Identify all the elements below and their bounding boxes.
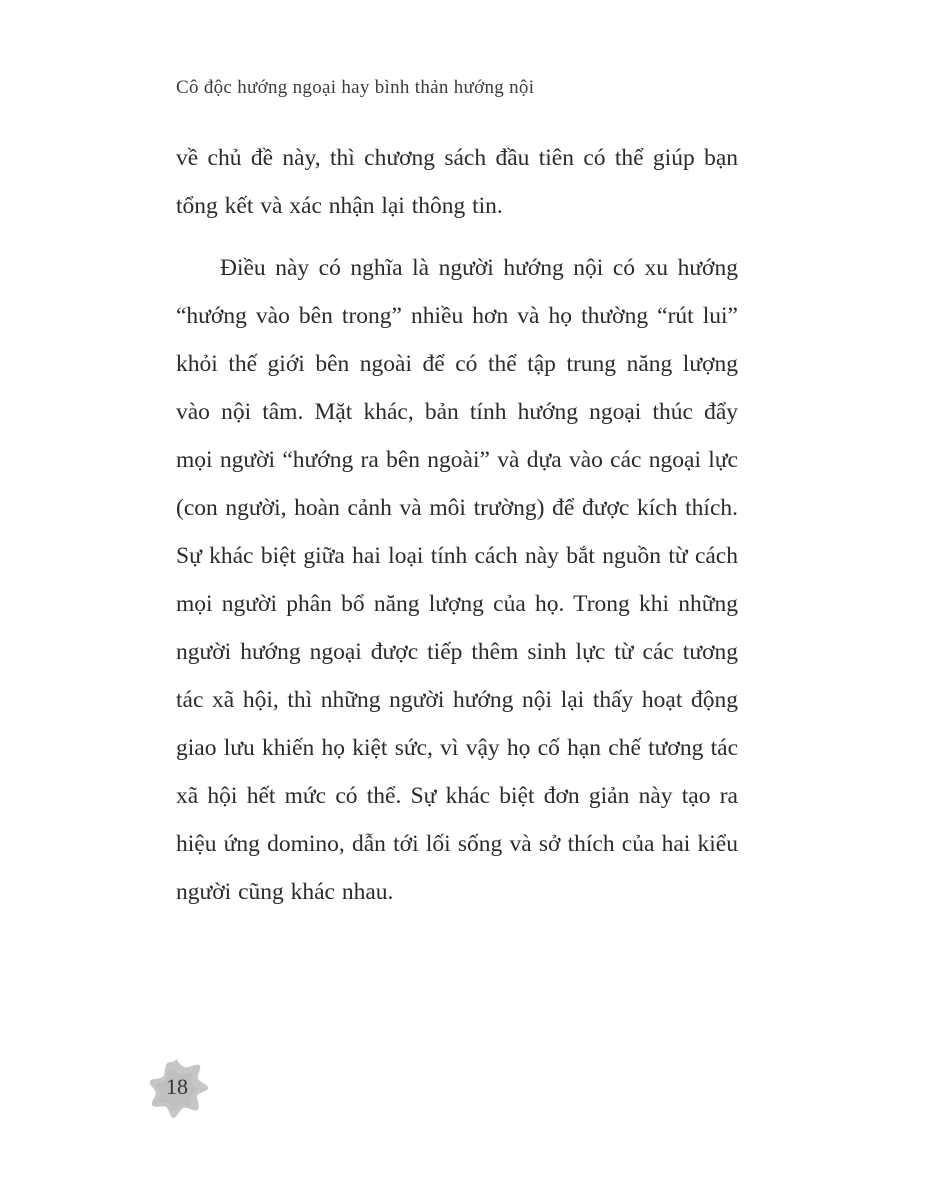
page-number-area [148,1056,214,1122]
page-number: 18 [166,1074,188,1099]
paragraph: Điều này có nghĩa là người hướng nội có xu hướng “hướng vào bên trong” nhiều hơn và họ thường “rút lui” khỏi thế giới bên ngoài để có thể tập trung năng lượng vào nội tâm. Mặt khác, bản tính hướng ngoại thúc đẩy mọi người “hướng ra bên ngoài” và dựa vào các ngoại lực (con người, hoàn cảnh và môi trường) để được kích thích. Sự khác biệt giữa hai loại tính cách này bắt nguồn từ cách mọi người phân bổ năng lượng của họ. Trong khi những người hướng ngoại được tiếp thêm sinh lực từ các tương tác xã hội, thì những người hướng nội lại thấy hoạt động giao lưu khiến họ kiệt sức, vì vậy họ cố hạn chế tương tác xã hội hết mức có thể. Sự khác biệt đơn giản này tạo ra hiệu ứng domino, dẫn tới lối sống và sở thích của hai kiểu người cũng khác nhau. [176,255,738,905]
running-header: Cô độc hướng ngoại hay bình thản hướng nội [176,77,535,98]
body-text [176,134,738,916]
paragraph: về chủ đề này, thì chương sách đầu tiên có thể giúp bạn tổng kết và xác nhận lại thông tin. [176,145,738,219]
